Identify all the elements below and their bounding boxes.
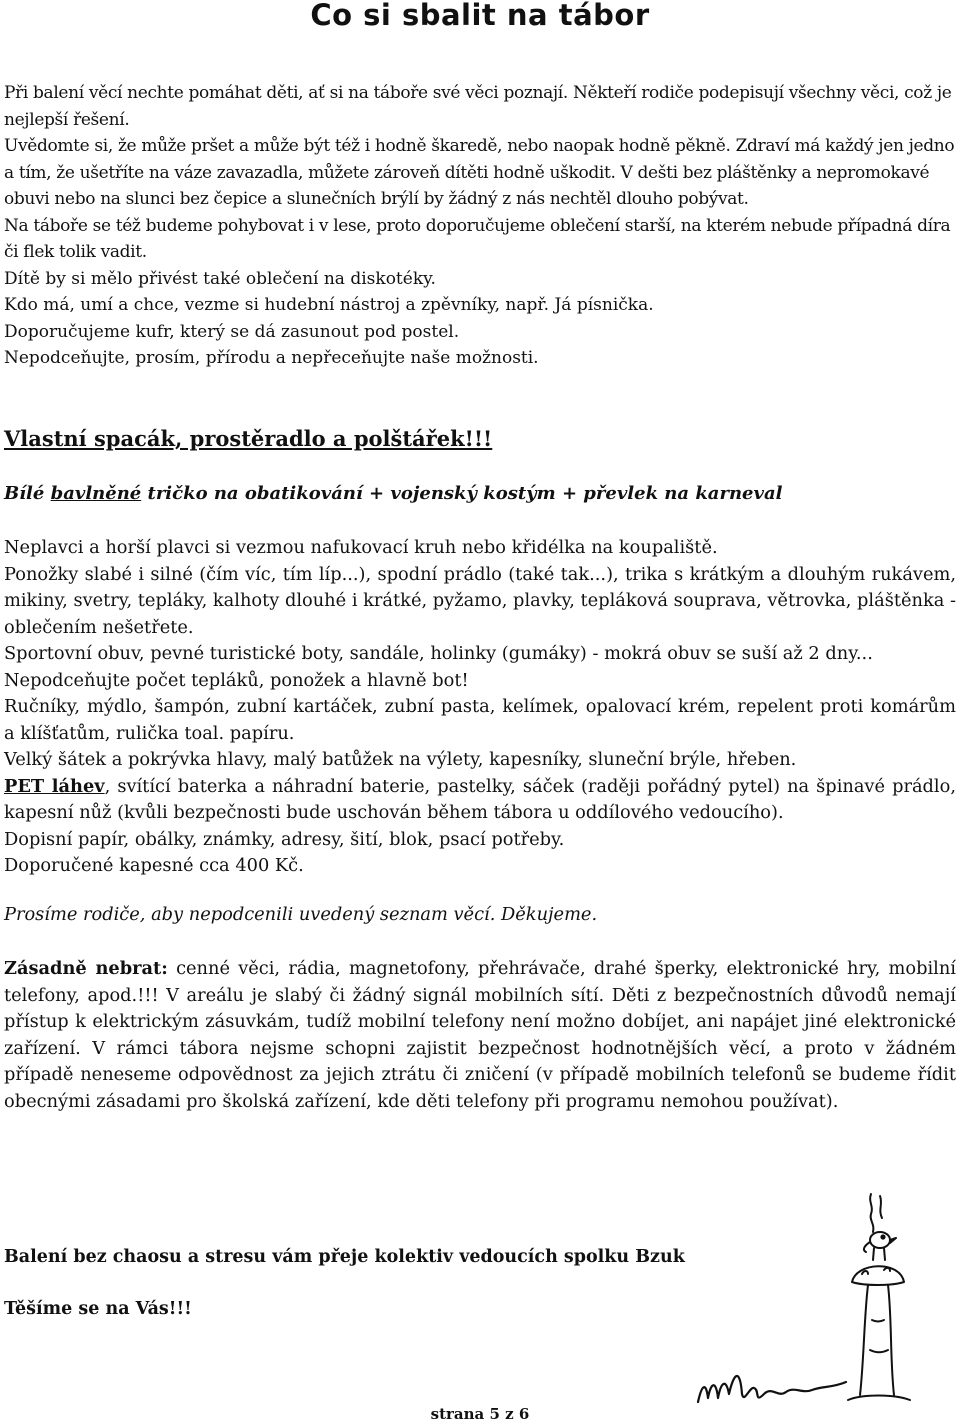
intro-paragraph-2: Uvědomte si, že může pršet a může být též i hodně škaredě, nebo naopak hodně pěkně. Zdraví má každý jen jedno a tím, že ušetříte na váze zavazadla, můžete zároveň dítěti hodně uškodit. V dešti bez pláštěnky a nepromokavé obuvi nebo na slunci bez čepice a slunečních brýlí by žádný z nás nechtěl dlouho pobývat. — [4, 136, 955, 209]
heading-tshirt-part1: Bílé — [4, 483, 51, 504]
list-paragraph-5: Ručníky, mýdlo, šampón, zubní kartáček, zubní pasta, kelímek, opalovací krém, repelent proti komárům a klíšťatům, rulička toal. papíru. — [4, 696, 956, 744]
intro-paragraph-6: Doporučujeme kufr, který se dá zasunout pod postel. — [4, 321, 460, 342]
heading-tshirt-underlined: bavlněné — [50, 483, 142, 504]
list-paragraph-4: Nepodceňujte počet tepláků, ponožek a hlavně bot! — [4, 669, 469, 691]
list-paragraph-1: Neplavci a horší plavci si vezmou nafukovací kruh nebo křidélka na koupaliště. — [4, 537, 718, 558]
forbidden-text: cenné věci, rádia, magnetofony, přehrávače, drahé šperky, elektronické hry, mobilní telefony, apod.!!! V areálu je slabý či žádný signál mobilních sítí. Děti z bezpečnostních důvodů nemají přístup k elektrickým zásuvkám, tudíž mobilní telefony není možno dobíjet, ani napájet jiné elektronické zařízení. V rámci tábora nejsme schopni zajistit bezpečnost hodnotnějších věcí, a proto v žádném případě neneseme odpovědnost za jejich ztrátu či zničení (v případě mobilních telefonů se budeme řídit obecnými zásadami pro školská zařízení, kde děti telefony při programu nemohou používat). — [4, 958, 956, 1112]
page-title: Co si sbalit na tábor — [310, 0, 650, 32]
closing-greeting: Těšíme se na Vás!!! — [4, 1299, 192, 1319]
list-paragraph-7 — [4, 774, 956, 827]
heading-sleeping-bag: Vlastní spacák, prostěradlo a polštářek!!! — [4, 426, 493, 451]
list-paragraph-2: Ponožky slabé i silné (čím víc, tím líp...), spodní prádlo (také tak...), trika s krátkým a dlouhým rukávem, mikiny, svetry, tepláky, kalhoty dlouhé i krátké, pyžamo, plavky, tepláková souprava, větrovka, pláštěnka - oblečením nešetřete. — [4, 563, 956, 638]
list-paragraph-7-text: , svítící baterka a náhradní baterie, pastelky, sáček (raději pořádný pytel) na špinavé prádlo, kapesní nůž (kvůli bezpečnosti bude uschován během tábora u oddílového vedoucího). — [4, 775, 956, 823]
intro-section — [4, 80, 956, 372]
intro-paragraph-4: Dítě by si mělo přivést také oblečení na diskotéky. — [4, 268, 436, 289]
pet-bottle-label: PET láhev — [4, 775, 105, 797]
forbidden-section — [4, 956, 956, 1115]
heading-tshirt — [4, 481, 956, 507]
closing-wish: Balení bez chaosu a stresu vám přeje kolektiv vedoucích spolku Bzuk — [4, 1247, 685, 1267]
packing-list — [4, 535, 956, 880]
request-note: Prosíme rodiče, aby nepodcenili uvedený seznam věcí. Děkujeme. — [4, 904, 598, 925]
heading-tshirt-part2: tričko na obatikování + vojenský kostým + převlek na karneval — [141, 483, 783, 504]
intro-paragraph-3: Na táboře se též budeme pohybovat i v lese, proto doporučujeme oblečení starší, na kterém nebude případná díra či flek tolik vadit. — [4, 215, 951, 262]
list-paragraph-8: Dopisní papír, obálky, známky, adresy, šití, blok, psací potřeby. — [4, 828, 565, 850]
forbidden-label: Zásadně nebrat: — [4, 958, 168, 979]
page-number: strana 5 z 6 — [430, 1405, 530, 1423]
intro-paragraph-1: Při balení věcí nechte pomáhat děti, ať si na táboře své věci poznají. Někteří rodiče podepisují všechny věci, což je nejlepší řešení. — [4, 83, 952, 130]
list-paragraph-3: Sportovní obuv, pevné turistické boty, sandále, holinky (gumáky) - mokrá obuv se suší až 2 dny... — [4, 643, 873, 664]
list-paragraph-6: Velký šátek a pokrývka hlavy, malý batůžek na výlety, kapesníky, sluneční brýle, hřeben. — [4, 749, 797, 770]
intro-paragraph-5: Kdo má, umí a chce, vezme si hudební nástroj a zpěvníky, např. Já písnička. — [4, 295, 654, 315]
list-paragraph-9: Doporučené kapesné cca 400 Kč. — [4, 855, 304, 876]
intro-paragraph-7: Nepodceňujte, prosím, přírodu a nepřeceňujte naše možnosti. — [4, 348, 539, 368]
